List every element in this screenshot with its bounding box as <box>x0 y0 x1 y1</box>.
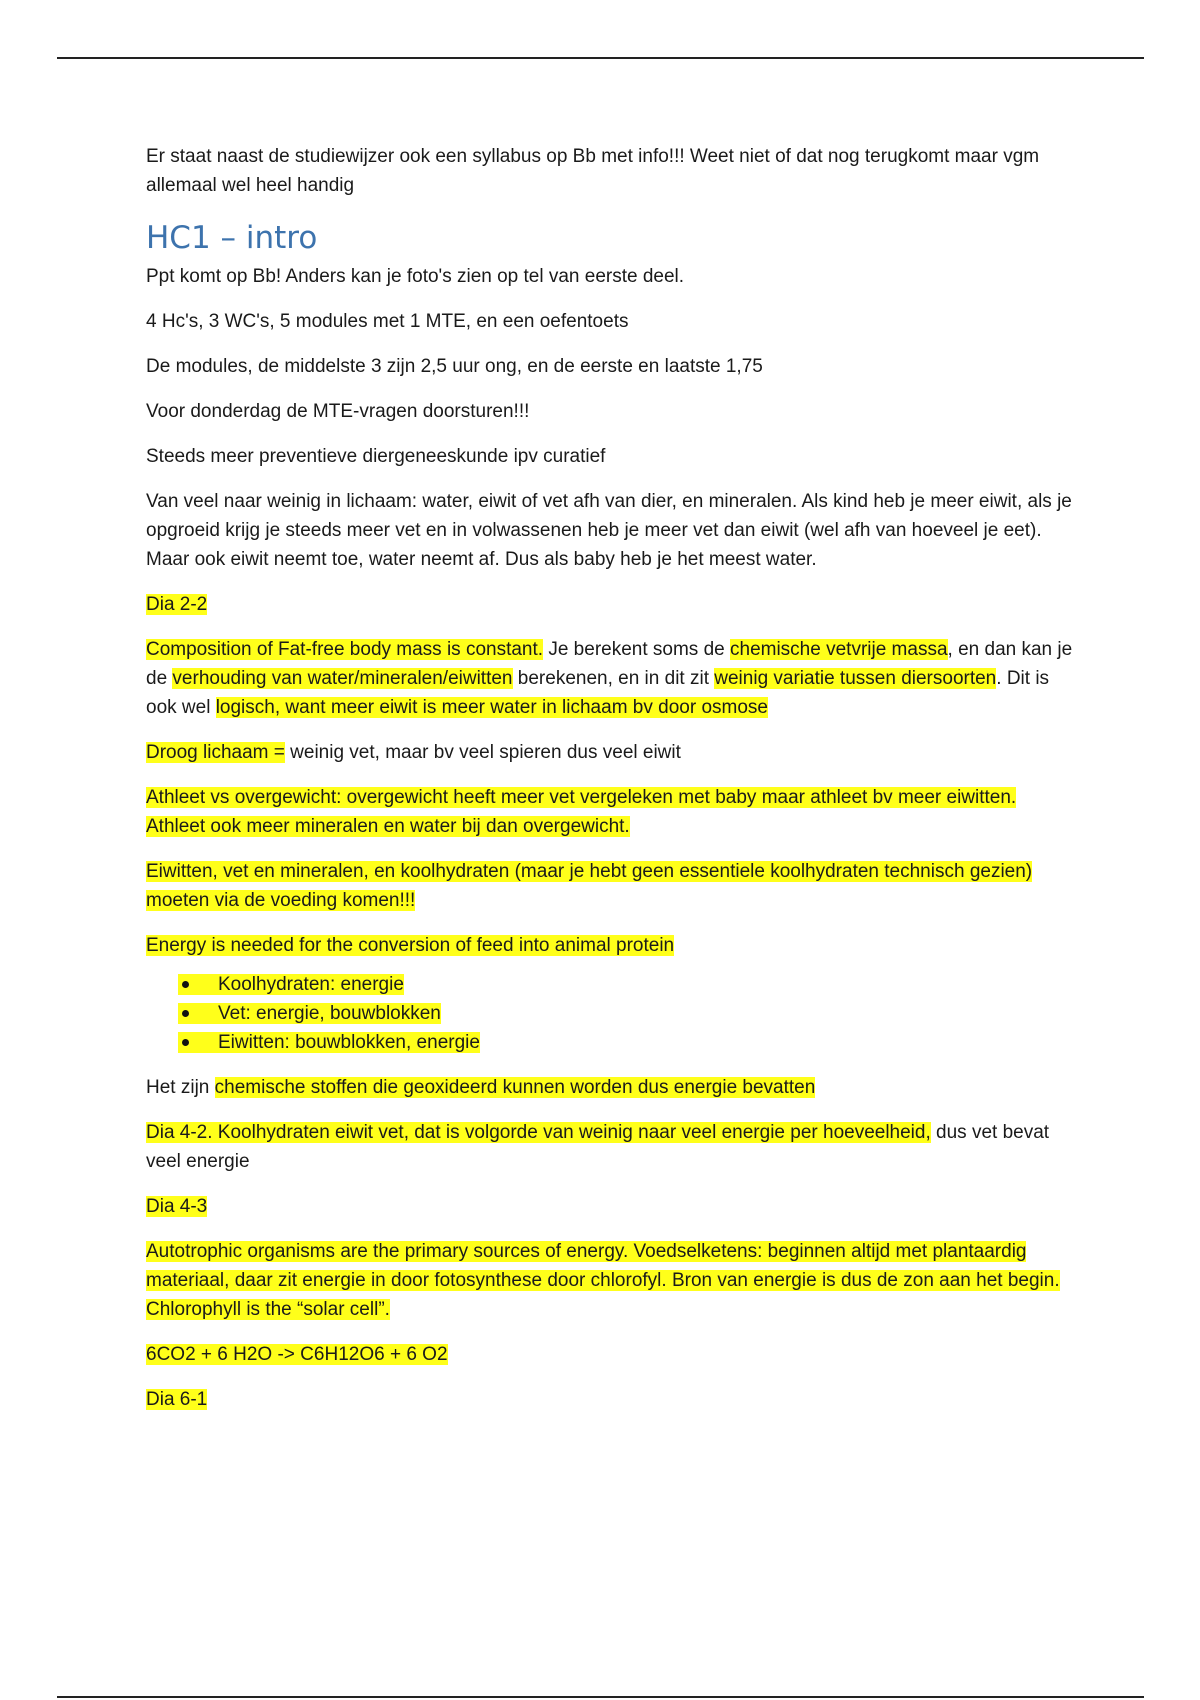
text: , en dan kan je de <box>146 639 1073 689</box>
paragraph-athleet <box>146 783 1076 841</box>
paragraph-mte: Voor donderdag de MTE-vragen doorsturen!!! <box>146 401 530 422</box>
highlight: 6CO2 + 6 H2O -> C6H12O6 + 6 O2 <box>146 1344 448 1365</box>
paragraph-body-composition: Van veel naar weinig in lichaam: water, eiwit of vet afh van dier, en mineralen. Als kind heb je meer eiwit, als je opgroeid krijg je steeds meer vet en in volwassenen heb je meer vet dan eiwit (wel afh van hoeveel je eet). Maar ook eiwit neemt toe, water neemt af. Dus als baby heb je het meest water. <box>146 491 1072 570</box>
paragraph-chemische-stoffen <box>146 1073 1076 1102</box>
highlight: Eiwitten, vet en mineralen, en koolhydraten (maar je hebt geen essentiele koolhydraten technisch gezien) moeten via de voeding komen!!! <box>146 861 1033 911</box>
section-heading: HC1 – intro <box>146 220 318 256</box>
highlight: weinig variatie tussen diersoorten <box>714 668 997 689</box>
document-body <box>146 142 1076 1430</box>
text: . Dit is ook wel <box>146 668 1050 718</box>
paragraph-preventive: Steeds meer preventieve diergeneeskunde ipv curatief <box>146 446 606 467</box>
bullet-icon <box>182 1010 189 1017</box>
list-item <box>146 999 1076 1028</box>
paragraph-voeding <box>146 857 1076 915</box>
paragraph-fat-free-mass <box>146 635 1076 722</box>
highlight: Composition of Fat-free body mass is constant. <box>146 639 544 660</box>
bullet-icon <box>182 1039 189 1046</box>
highlight: Dia 6-1 <box>146 1389 208 1410</box>
text: berekenen, en in dit zit <box>512 668 715 689</box>
highlight: chemische stoffen die geoxideerd kunnen worden dus energie bevatten <box>214 1077 816 1098</box>
highlight: Dia 4-3 <box>146 1196 208 1217</box>
text: Je berekent soms de <box>543 639 730 660</box>
highlight: verhouding van water/mineralen/eiwitten <box>172 668 513 689</box>
paragraph-dia-4-3 <box>146 1192 1076 1221</box>
paragraph-formula <box>146 1340 1076 1369</box>
paragraph-ppt: Ppt komt op Bb! Anders kan je foto's zien op tel van eerste deel. <box>146 266 685 287</box>
paragraph-energy <box>146 931 1076 960</box>
highlight: Koolhydraten: energie <box>178 974 404 995</box>
paragraph-dia-4-2 <box>146 1118 1076 1176</box>
paragraph-autotrophic <box>146 1237 1076 1324</box>
paragraph-dia-2-2 <box>146 590 1076 619</box>
highlight: Athleet vs overgewicht: overgewicht heeft meer vet vergeleken met baby maar athleet bv meer eiwitten. Athleet ook meer mineralen en water bij dan overgewicht. <box>146 787 1017 837</box>
highlight: logisch, want meer eiwit is meer water in lichaam bv door osmose <box>215 697 768 718</box>
paragraph-modules: De modules, de middelste 3 zijn 2,5 uur ong, en de eerste en laatste 1,75 <box>146 356 763 377</box>
text: dus vet bevat veel energie <box>146 1122 1050 1172</box>
bottom-rule <box>57 1696 1144 1698</box>
list-item <box>146 1028 1076 1057</box>
text: weinig vet, maar bv veel spieren dus veel eiwit <box>284 742 681 763</box>
paragraph-dia-6-1 <box>146 1385 1076 1414</box>
list-item <box>146 970 1076 999</box>
top-rule <box>57 57 1144 59</box>
highlight: Vet: energie, bouwblokken <box>178 1003 441 1024</box>
highlight: chemische vetvrije massa <box>730 639 948 660</box>
paragraph-droog-lichaam <box>146 738 1076 767</box>
highlight: Autotrophic organisms are the primary sources of energy. Voedselketens: beginnen altijd met plantaardig materiaal, daar zit energie in door fotosynthese door chlorofyl. Bron van energie is dus de zon aan het begin. Chlorophyll is the “solar cell”. <box>146 1241 1060 1320</box>
highlight: Dia 2-2 <box>146 594 208 615</box>
highlight: Dia 4-2. Koolhydraten eiwit vet, dat is volgorde van weinig naar veel energie per hoeveelheid, <box>146 1122 931 1143</box>
highlight: Energy is needed for the conversion of feed into animal protein <box>146 935 675 956</box>
highlight: Droog lichaam = <box>146 742 285 763</box>
highlight: Eiwitten: bouwblokken, energie <box>178 1032 480 1053</box>
bullet-icon <box>182 981 189 988</box>
intro-paragraph: Er staat naast de studiewijzer ook een syllabus op Bb met info!!! Weet niet of dat nog terugkomt maar vgm allemaal wel heel handig <box>146 146 1040 196</box>
text: Het zijn <box>146 1077 215 1098</box>
nutrient-list <box>146 970 1076 1057</box>
paragraph-structure: 4 Hc's, 3 WC's, 5 modules met 1 MTE, en een oefentoets <box>146 311 629 332</box>
